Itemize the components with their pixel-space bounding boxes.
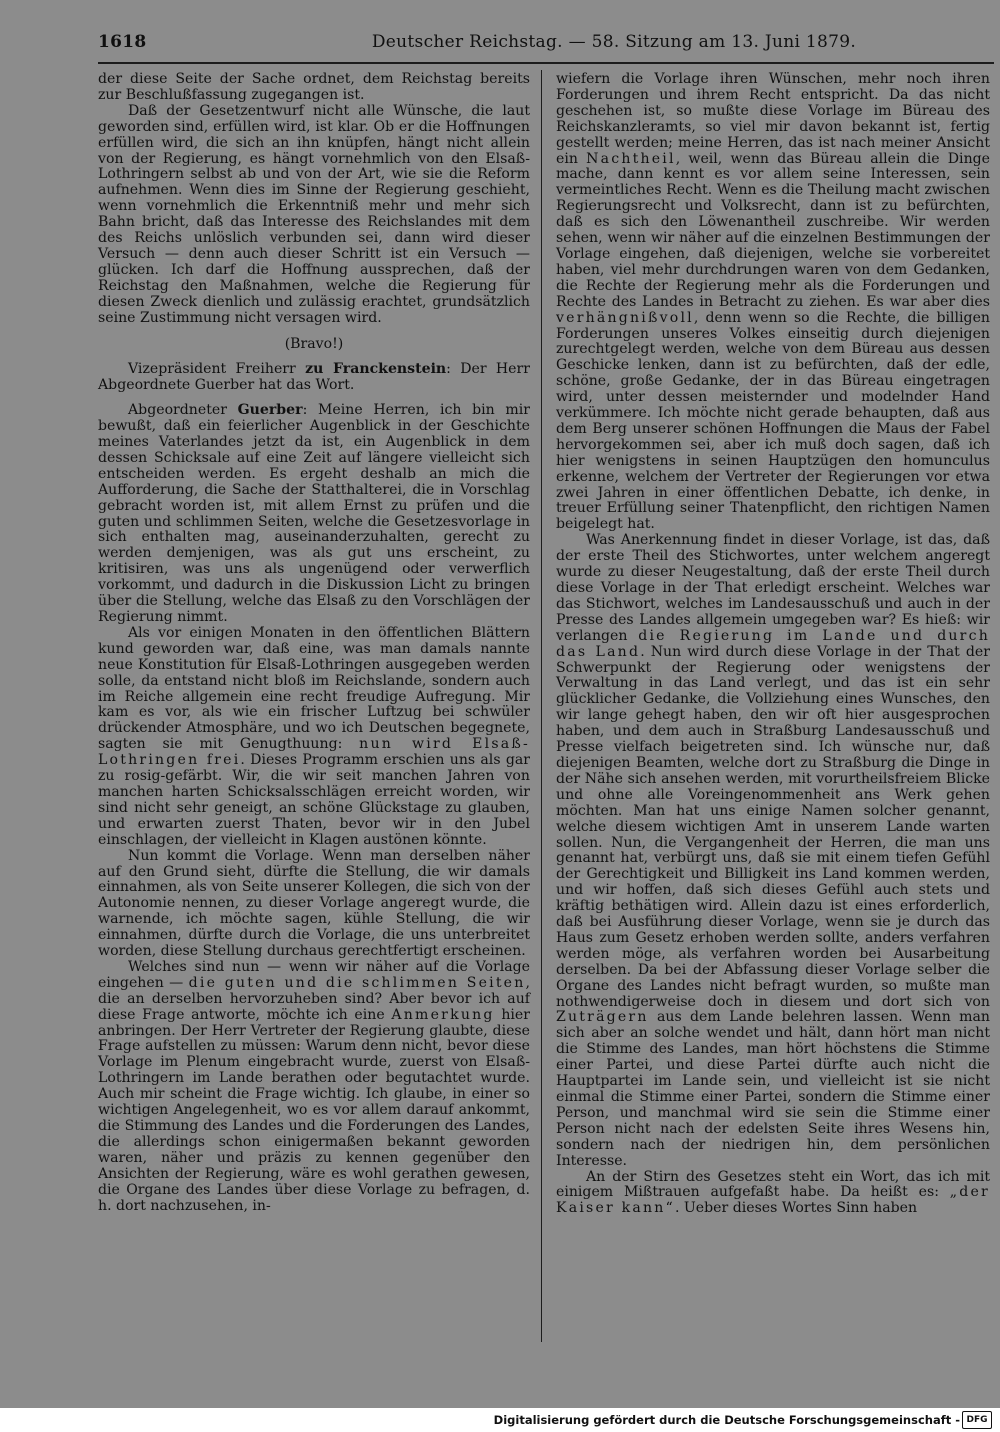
paragraph: Daß der Gesetzentwurf nicht alle Wünsche, die laut geworden sind, erfüllen wird, ist klar. Ob er die Hoffnungen erfüllen wird, die sich an ihn knüpfen, hängt nicht allein von der Regierung, es hängt vornehmlich von den Elsaß-Lothringern selbst ab und von der Art, wie sie die Reform aufnehmen. Wenn dies im Sinne der Regierung geschieht, wenn vornehmlich die Erkenntniß mehr und mehr sich Bahn bricht, daß das Interesse des Reichslandes mit dem des Reichs unlöslich verbunden sei, dann wird dieser Versuch — denn auch dieser Schritt ist ein Versuch — glücken. Ich darf die Hoffnung aussprechen, daß der Reichstag den Maßnahmen, welche die Regierung für diesen Zweck dienlich und zulässig erachtet, grundsätzlich seine Zustimmung nicht versagen wird. — [98, 102, 530, 326]
speech-text: : Der Herr Abgeordnete Guerber hat das Wort. — [98, 361, 530, 394]
paragraph — [556, 1170, 990, 1218]
spaced-emphasis: Anmerkung — [391, 1006, 495, 1023]
text-run: hier anbringen. Der Herr Vertreter der Regierung glaubte, diese Frage aufstellen zu müssen: Warum denn nicht, bevor diese Vorlage im Plenum eingebracht wurde, zuerst von Elsaß-Lothringern im Lande berathen oder begutachtet wurde. Auch mir scheint die Frage wichtig. Ich glaube, in einer so wichtigen Angelegenheit, wo es vor allem darauf ankommt, die Stimmung des Landes und die Forderungen des Landes, die allerdings schon einigermaßen bekannt geworden waren, näher und präzis zu kennen gegenüber den Ansichten der Regierung, wäre es wohl gerathen gewesen, die Organe des Landes über diese Vorlage zu befragen, d. h. dort nachzusehen, in- — [98, 1006, 530, 1214]
column-divider — [541, 70, 542, 1342]
text-run: Als vor einigen Monaten in den öffentlichen Blättern kund geworden war, daß eine, was man damals nannte neue Konstitution für Elsaß-Lothringen ausgegeben werden solle, da entstand nicht bloß im Reichslande, sondern auch im Reiche allgemein eine recht freudige Aufregung. Mir kam es vor, als wie ein frischer Luftzug bei schwüler drückender Atmosphäre, und wo ich Deutschen begegnete, sagten sie mit Genugthuung: — [98, 624, 530, 753]
funding-credit: Digitalisierung gefördert durch die Deutsche Forschungsgemeinschaft - — [493, 1413, 960, 1427]
text-run: wiefern die Vorlage ihren Wünschen, mehr noch ihren Forderungen und ihrem Recht entspricht. Da das nicht geschehen ist, so mußte diese Vorlage im Büreau des Reichskanzleramts, so viel mir davon bekannt ist, fertig gestellt werden; meine Herren, das ist nach meiner Ansicht ein — [556, 71, 990, 167]
spaced-emphasis: Nachtheil — [586, 150, 676, 167]
paragraph — [556, 72, 990, 533]
speaker-turn — [98, 403, 530, 626]
spaced-emphasis: „der Kaiser kann“ — [556, 1184, 990, 1217]
footer-bar — [0, 1408, 1000, 1432]
speaker-title: Abgeordneter — [128, 402, 238, 419]
paragraph — [98, 626, 530, 849]
text-run: , die an derselben hervorzuheben sind? Aber bevor ich auf diese Frage antworte, möchte ich eine — [98, 974, 530, 1023]
speaker-name: zu Franckenstein — [305, 361, 447, 378]
speech-text: : Meine Herren, ich bin mir bewußt, daß ein feierlicher Augenblick in der Geschichte meines Vaterlandes jetzt da ist, ein Augenblick in dem dessen Schicksale auf eine Zeit auf längere vielleicht sich entscheiden werden. Es ergeht deshalb an mich die Aufforderung, die Sache der Statthalterei, die in Vorschlag gebracht worden ist, mit allem Ernst zu prüfen und die guten und schlimmen Seiten, welche die Gesetzesvorlage in sich enthalten mag, auseinanderzuhalten, gerecht zu werden demjenigen, was als gut uns erscheint, zu kritisiren, was uns als ungenügend oder verwerflich vorkommt, und dadurch in die Diskussion Licht zu bringen über die Stellung, welche das Elsaß zu den Vorschlägen der Regierung nimmt. — [98, 402, 530, 625]
header-rule — [98, 62, 994, 64]
speaker-title: Vizepräsident Freiherr — [128, 361, 306, 378]
text-run: , weil, wenn das Büreau allein die Dinge mache, dann kennt es vor allem seine Interessen, sein vermeintliches Recht. Wenn es die Theilung macht zwischen Regierungsrecht und Volksrecht, dann ist zu befürchten, daß es sich den Löwenantheil zuschreibe. Wir werden sehen, wenn wir näher auf die einzelnen Bestimmungen der Vorlage eingehen, daß diejenigen, welche sie vorbereitet haben, viel mehr durchdrungen waren von dem Gedanken, die Rechte der Regierung mehr als die Forderungen und Rechte des Landes in Betracht zu ziehen. Es war aber dies — [556, 150, 991, 310]
text-run: . Nun wird durch diese Vorlage in der That der Schwerpunkt der Regierung oder wenigstens der Verwaltung in das Land verlegt, und das ist ein sehr glücklicher Gedanke, die Vollziehung eines Wunsches, den wir lange gehegt haben, den wir oft hier ausgesprochen haben, und dem auch in Straßburg Landesausschuß und Presse vielfach beigetreten sind. Ich wünsche nur, daß diejenigen Beamten, welche dort zu Straßburg die Dinge in der Nähe sich ansehen werden, mit vorurtheilsfreiem Blicke und ohne alle Voreingenommenheit ans Werk gehen möchten. Man hat uns einige Namen solcher genannt, welche diesem wichtigen Amt in unserem Lande warten sollen. Nun, die Vergangenheit der Herren, die man uns genannt hat, verbürgt uns, daß sie mit einem tiefen Gefühl der Gerechtigkeit und Billigkeit ins Land kommen werden, und wir hoffen, daß sich dieses Gefühl auch stets und kräftig bethätigen wird. Allein dazu ist eines erforderlich, daß bei Ausführung dieser Vorlage, wenn sie je durch das Haus zum Gesetz erhoben werden sollte, anders verfahren werden möge, als verfahren worden bei Ausarbeitung derselben. Da bei der Abfassung dieser Vorlage selber die Organe des Landes nicht befragt wurden, so mußte man nothwendigerweise doch in diesem und dort sich von — [556, 643, 990, 1010]
paragraph: Nun kommt die Vorlage. Wenn man derselben näher auf den Grund sieht, dürfte die Stellung, die wir damals einnahmen, als von Seite unserer Kollegen, die sich von der Autonomie nennen, zu dieser Vorlage angeregt wurde, die warnende, ich möchte sagen, kühle Stellung, die wir einnahmen, dürfte durch die Vorlage, die uns unterbreitet worden, diese Stellung durchaus gerechtfertigt erscheinen. — [98, 847, 530, 960]
text-run: , denn wenn so die Rechte, die billigen Forderungen unseres Volkes einseitig durch diejenigen zurechtgelegt werden, welche von dem Büreau aus dessen Geschicke lenken, dann ist zu befürchten, daß der edle, schöne, große Gedanke, der in das Büreau eingetragen wird, unter dessen meisternder und modelnder Hand verkümmere. Ich möchte nicht gerade behaupten, daß aus dem Berg unserer schönen Hoffnungen die Maus der Fabel hervorgekommen sei, aber ich muß doch sagen, daß ich hier wenigstens in seinen Hauptzügen den homunculus erkenne, welchem der Vertreter der Regierungen vor etwa zwei Jahren in einer öffentlichen Debatte, ich denke, in treuer Erfüllung seiner Thatenpflicht, den richtigen Namen beigelegt hat. — [556, 309, 990, 533]
paragraph — [556, 533, 990, 1169]
right-column — [556, 72, 990, 1217]
paragraph — [98, 960, 530, 1215]
paragraph: der diese Seite der Sache ordnet, dem Reichstag bereits zur Beschlußfassung zugegangen ist. — [98, 71, 530, 103]
text-run: aus dem Lande belehren lassen. Wenn man sich aber an solche wendet und hält, dann hört man nicht die Stimme des Landes, man hört höchstens die Stimme einer Partei, und diese Partei dürfte auch nicht die Hauptpartei im Lande sein, und vielleicht ist sie nicht einmal die Stimme einer Partei, sondern die Stimme einer Person, und manchmal wird sie sein die Stimme einer Person nicht nach der edelsten Seite ihres Wesens hin, sondern nach der niedrigen hin, dem persönlichen Interesse. — [556, 1009, 990, 1169]
text-run: An der Stirn des Gesetzes steht ein Wort, das ich mit einigem Mißtrauen aufgefaßt habe. Da heißt es: — [556, 1168, 990, 1201]
spaced-emphasis: nun wird Elsaß-Lothringen frei — [98, 736, 530, 769]
spaced-emphasis: Zuträgern — [556, 1009, 649, 1026]
speaker-turn — [98, 362, 530, 394]
speaker-name: Guerber — [237, 402, 303, 419]
left-column — [98, 72, 530, 1214]
interjection: (Bravo!) — [284, 335, 344, 352]
text-run: Was Anerkennung findet in dieser Vorlage, ist das, daß der erste Theil des Stichwortes, unter welchem angeregt wurde zu dieser Neugestaltung, daß der erste Theil durch diese Vorlage in der That erledigt erscheint. Welches war das Stichwort, welches im Landesausschuß und auch in der Presse des Landes allgemein umgegeben war? Es hieß: wir verlangen — [556, 532, 990, 644]
page-number: 1618 — [98, 32, 147, 52]
spaced-emphasis: verhängnißvoll — [556, 309, 694, 326]
page-header — [98, 32, 994, 58]
spaced-emphasis: die Regierung im Lande und durch das Land — [556, 627, 990, 660]
text-run: Welches sind nun — wenn wir näher auf die Vorlage eingehen — — [98, 958, 530, 991]
text-run: . Ueber dieses Wortes Sinn haben — [674, 1200, 918, 1217]
text-run: . Dieses Programm erschien uns als gar zu rosig-gefärbt. Wir, die wir seit manchen Jahren von manchen harten Schicksalsschlägen erreicht worden, wir sind nicht sehr geneigt, an schöne Glückstage zu glauben, und erwarten zuerst Thaten, bevor wir in den Jubel einschlagen, der vielleicht in Klagen austönen könnte. — [98, 752, 530, 848]
dfg-logo: DFG — [962, 1411, 992, 1429]
spaced-emphasis: die guten und die schlimmen Seiten — [188, 974, 526, 991]
running-head: Deutscher Reichstag. — 58. Sitzung am 13. Juni 1879. — [371, 32, 857, 52]
